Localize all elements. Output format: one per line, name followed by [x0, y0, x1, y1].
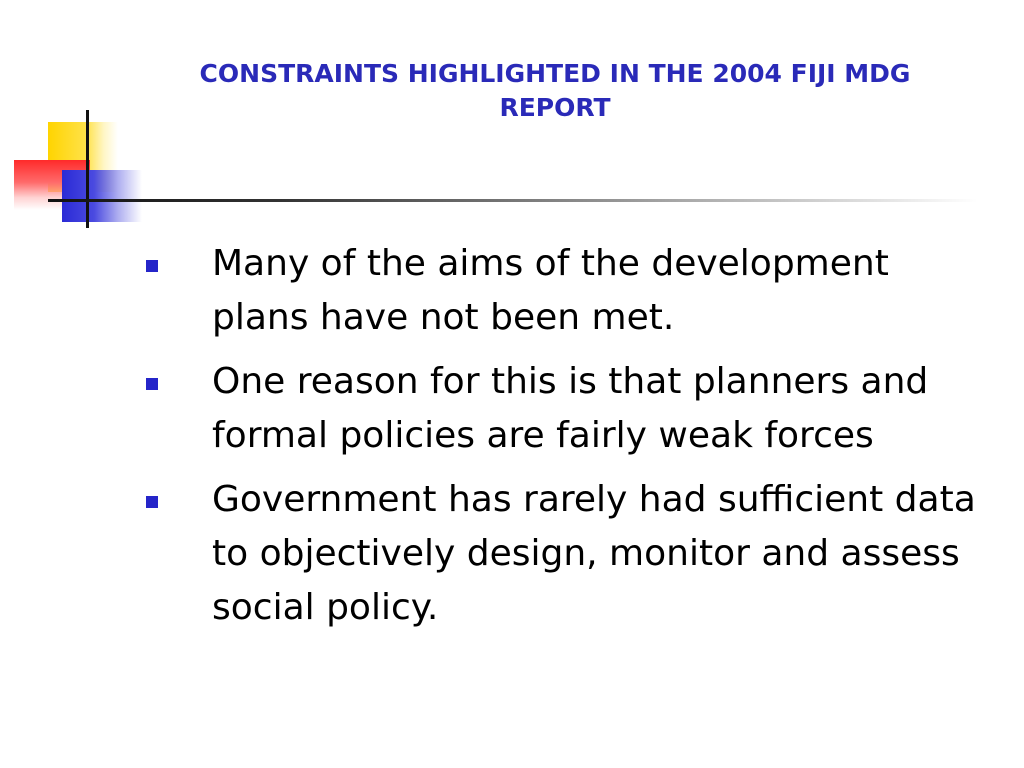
bullet-text: Government has rarely had sufficient data to objectively design, monitor and assess social policy.	[212, 479, 976, 628]
square-bullet-icon	[146, 378, 158, 390]
bullet-item	[146, 237, 986, 345]
square-bullet-icon	[146, 260, 158, 272]
square-bullet-icon	[146, 496, 158, 508]
bullet-text: One reason for this is that planners and formal policies are fairly weak forces	[212, 361, 929, 456]
bullet-list	[146, 237, 986, 645]
bullet-item	[146, 355, 986, 463]
decorative-blue-square	[62, 170, 142, 222]
bullet-text: Many of the aims of the development plans have not been met.	[212, 243, 889, 338]
bullet-item	[146, 473, 986, 635]
decorative-vertical-line	[86, 110, 89, 228]
slide-title: CONSTRAINTS HIGHLIGHTED IN THE 2004 FIJI MDG REPORT	[199, 59, 911, 122]
title-divider-line	[48, 199, 978, 202]
